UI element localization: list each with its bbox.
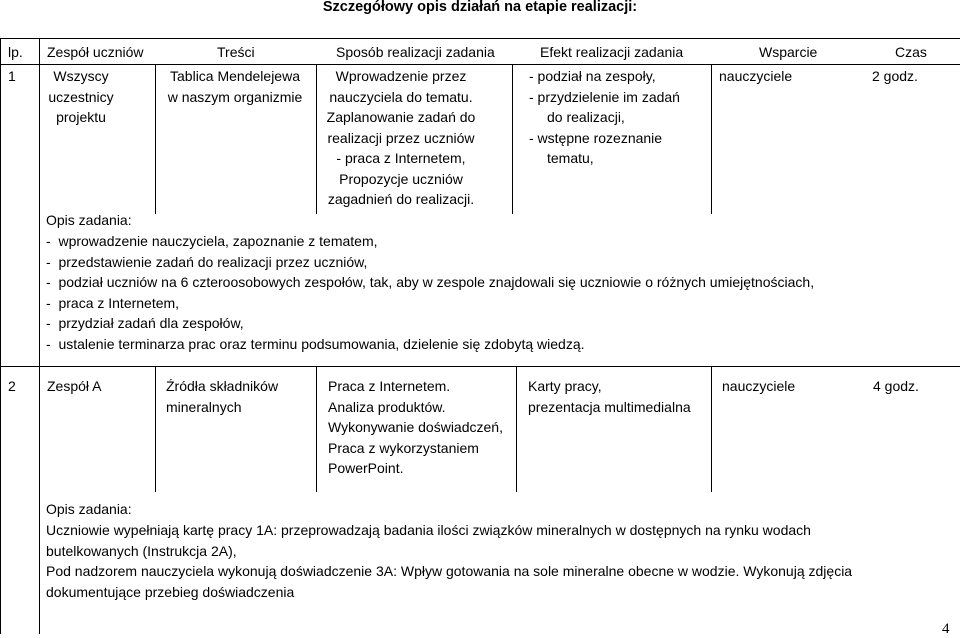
row1-opis-item: - wprowadzenie nauczyciela, zapoznanie z tematem, [46,233,378,249]
row1-efekt-line: - przydzielenie im zadań [529,88,680,105]
row2-opis-text [46,520,852,602]
row2-opis-label: Opis zadania: [46,501,132,517]
row2-opis-line: Pod nadzorem nauczyciela wykonują doświadczenie 3A: Wpływ gotowania na sole mineralne obecne w wodzie. Wykonują zdjęcia [46,563,853,579]
table-left-border [0,38,1,634]
col-sposob-border-r1 [512,64,513,214]
header-wsparcie: Wsparcie [759,44,818,60]
row2-opis-line: dokumentujące przebieg doświadczenia [46,583,295,600]
row2-sposob-line: Wykonywanie doświadczeń, [328,419,503,435]
row2-sposob-line: PowerPoint. [328,460,404,476]
row1-czas: 2 godz. [872,68,918,84]
row1-efekt-line: do realizacji, [547,109,625,125]
row1-efekt-line: - podział na zespoły, [529,68,656,84]
row1-opis-list [46,231,814,354]
col-zespol-border-r1 [155,64,156,214]
row1-sposob-line: realizacji przez uczniów [327,129,475,146]
row1-efekt-line: tematu, [547,150,594,166]
row2-sposob [328,376,503,479]
header-lp: lp. [8,44,23,60]
row1-zespol-line: uczestnicy [48,88,114,105]
col-efekt-border-r1 [711,64,712,214]
row2-sposob-line: Praca z wykorzystaniem [328,439,479,456]
row1-opis-item: - podział uczniów na 6 czteroosobowych zespołów, tak, aby w zespole znajdowali się uczniowie o różnych umiejętnościach, [46,274,815,290]
row2-sposob-line: Analiza produktów. [328,398,446,415]
col-sposob-border-r2 [516,366,517,492]
header-zespol: Zespół uczniów [47,44,144,60]
row2-efekt [528,376,691,417]
row1-sposob-line: Wprowadzenie przez [335,68,467,84]
row1-zespol [40,66,122,128]
row2-sposob-line: Praca z Internetem. [328,378,451,394]
row1-sposob-line: - praca z Internetem, [336,150,466,166]
row2-tresci-line: mineralnych [166,398,242,415]
row1-zespol-line: projektu [56,109,106,125]
header-sposob: Sposób realizacji zadania [336,44,495,60]
row1-tresci-line: Tablica Mendelejewa [170,68,300,84]
header-efekt: Efekt realizacji zadania [540,44,684,60]
row1-bottom-border [0,366,960,367]
row2-efekt-line: Karty pracy, [528,378,602,394]
table-top-border [0,38,960,39]
row1-opis-item: - ustalenie terminarza prac oraz terminu podsumowania, dzielenie się zdobytą wiedzą. [46,335,585,352]
row1-efekt-line: - wstępne rozeznanie [529,129,663,146]
row2-tresci-line: Źródła składników [166,378,279,394]
row2-efekt-line: prezentacja multimedialna [528,398,691,415]
row1-opis-item: - przydział zadań dla zespołów, [46,315,244,331]
row1-efekt [529,66,680,169]
col-tresci-border-r2 [316,366,317,492]
row1-opis-item: - praca z Internetem, [46,294,180,311]
row1-zespol-line: Wszyscy [53,68,109,84]
row2-wsparcie: nauczyciele [722,378,796,394]
header-tresci: Treści [217,44,255,60]
header-czas: Czas [895,44,927,60]
row2-opis-line: butelkowanych (Instrukcja 2A), [46,542,237,559]
row2-lp: 2 [8,378,16,394]
col-zespol-border-r2 [155,366,156,492]
row1-tresci [158,66,312,107]
row1-sposob-line: Propozycje uczniów [339,170,463,187]
row2-opis-line: Uczniowie wypełniają kartę pracy 1A: przeprowadzają badania ilości związków mineralnych w dostępnych na rynku wodach [46,522,811,538]
row1-tresci-line: w naszym organizmie [167,88,303,105]
row1-sposob [316,66,486,210]
page-heading: Szczegółowy opis działań na etapie realizacji: [322,0,638,15]
page-number: 4 [942,621,950,637]
row1-lp: 1 [8,68,16,84]
col-efekt-border-r2 [711,366,712,492]
row2-czas: 4 godz. [873,378,919,394]
row1-sposob-line: Zaplanowanie zadań do [326,109,476,125]
row2-tresci [166,376,278,417]
row1-wsparcie: nauczyciele [719,68,793,84]
row1-sposob-line: zagadnień do realizacji. [327,191,475,207]
row1-sposob-line: nauczyciela do tematu. [329,88,473,105]
row1-opis-item: - przedstawienie zadań do realizacji przez uczniów, [46,253,368,270]
row1-opis-label: Opis zadania: [46,212,132,228]
header-bottom-border [0,64,960,65]
row2-zespol: Zespół A [47,378,102,394]
